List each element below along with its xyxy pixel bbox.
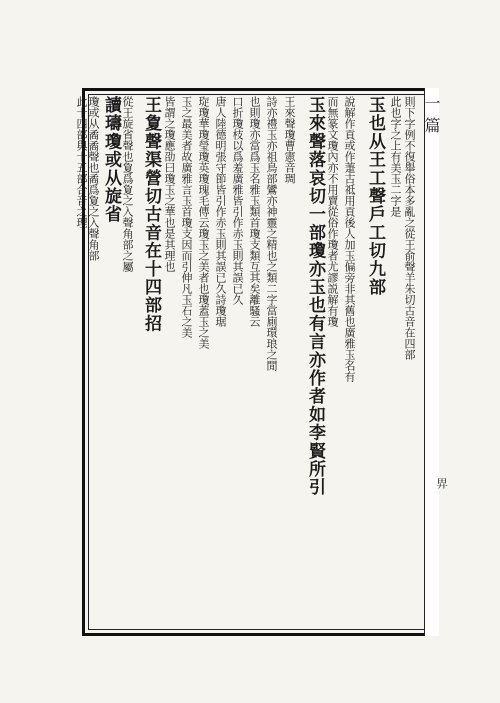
text-column: 琁瓊華瓊瑩瓊英瓊瑰毛傳云瓊玉之美者也瓊蓋玉之美 <box>197 96 210 349</box>
text-column: 瓊或从矞矞聲也矞爲夐之入聲角部 <box>87 96 100 261</box>
text-column: 說解作貢或作萐古祗用貢後人加玉偏旁非其舊也廣雅玉名有 <box>343 96 356 382</box>
margin-title: 一篇 <box>422 95 441 139</box>
text-column: 則下字例不復舉俗本多亂之從王俞聲羊朱切古音在四部 <box>403 96 416 360</box>
text-column: 玉之最美者故廣雅言玉首瓊支因而引伸凡玉石之美 <box>180 96 193 338</box>
margin-band <box>424 88 439 636</box>
text-column: 玉來聲落哀切一部瓊亦玉也有言亦作者如李賢所引 <box>305 96 325 497</box>
folio-mark: 𢌿 <box>436 477 449 491</box>
text-column: 王夐聲渠營切古音在十四部招 <box>141 96 161 333</box>
text-column: 從王旋省聲也夐爲夐之入聲角部之屬 <box>121 96 134 272</box>
text-column: 也則瓊亦當爲玉名雅玉類首瓊支類互其矣離騷云 <box>248 96 261 327</box>
text-column: 詩亦禮玉亦祖鳥部鸞亦神靈之精也之類二字當廁環琅之閒 <box>265 96 278 371</box>
text-column: 玉也从王工聲戶工切九部 <box>365 96 385 297</box>
text-column: 而無篆文瓊內亦不用賣從俗作瓊者尤謬説解有瓊 <box>326 96 339 327</box>
text-column: 皆謂之瓊應劭曰瓊玉之華也是其理也 <box>163 96 176 272</box>
text-column: 口折瓊枝以爲羞廣雅皆引作赤玉則其誤已久 <box>231 96 244 305</box>
text-column: 唐人陸德明張守節皆引作赤玉則其誤已久詩瓊琚 <box>214 96 227 327</box>
text-column: 讀璹瓊或从旋省 <box>101 96 121 224</box>
text-column: 此也字之上有美玉二字是 <box>389 96 402 217</box>
text-column: 此十四部與十五部合音之理 <box>75 96 88 228</box>
text-column: 王來聲瓊曹憲音琱 <box>283 96 296 184</box>
